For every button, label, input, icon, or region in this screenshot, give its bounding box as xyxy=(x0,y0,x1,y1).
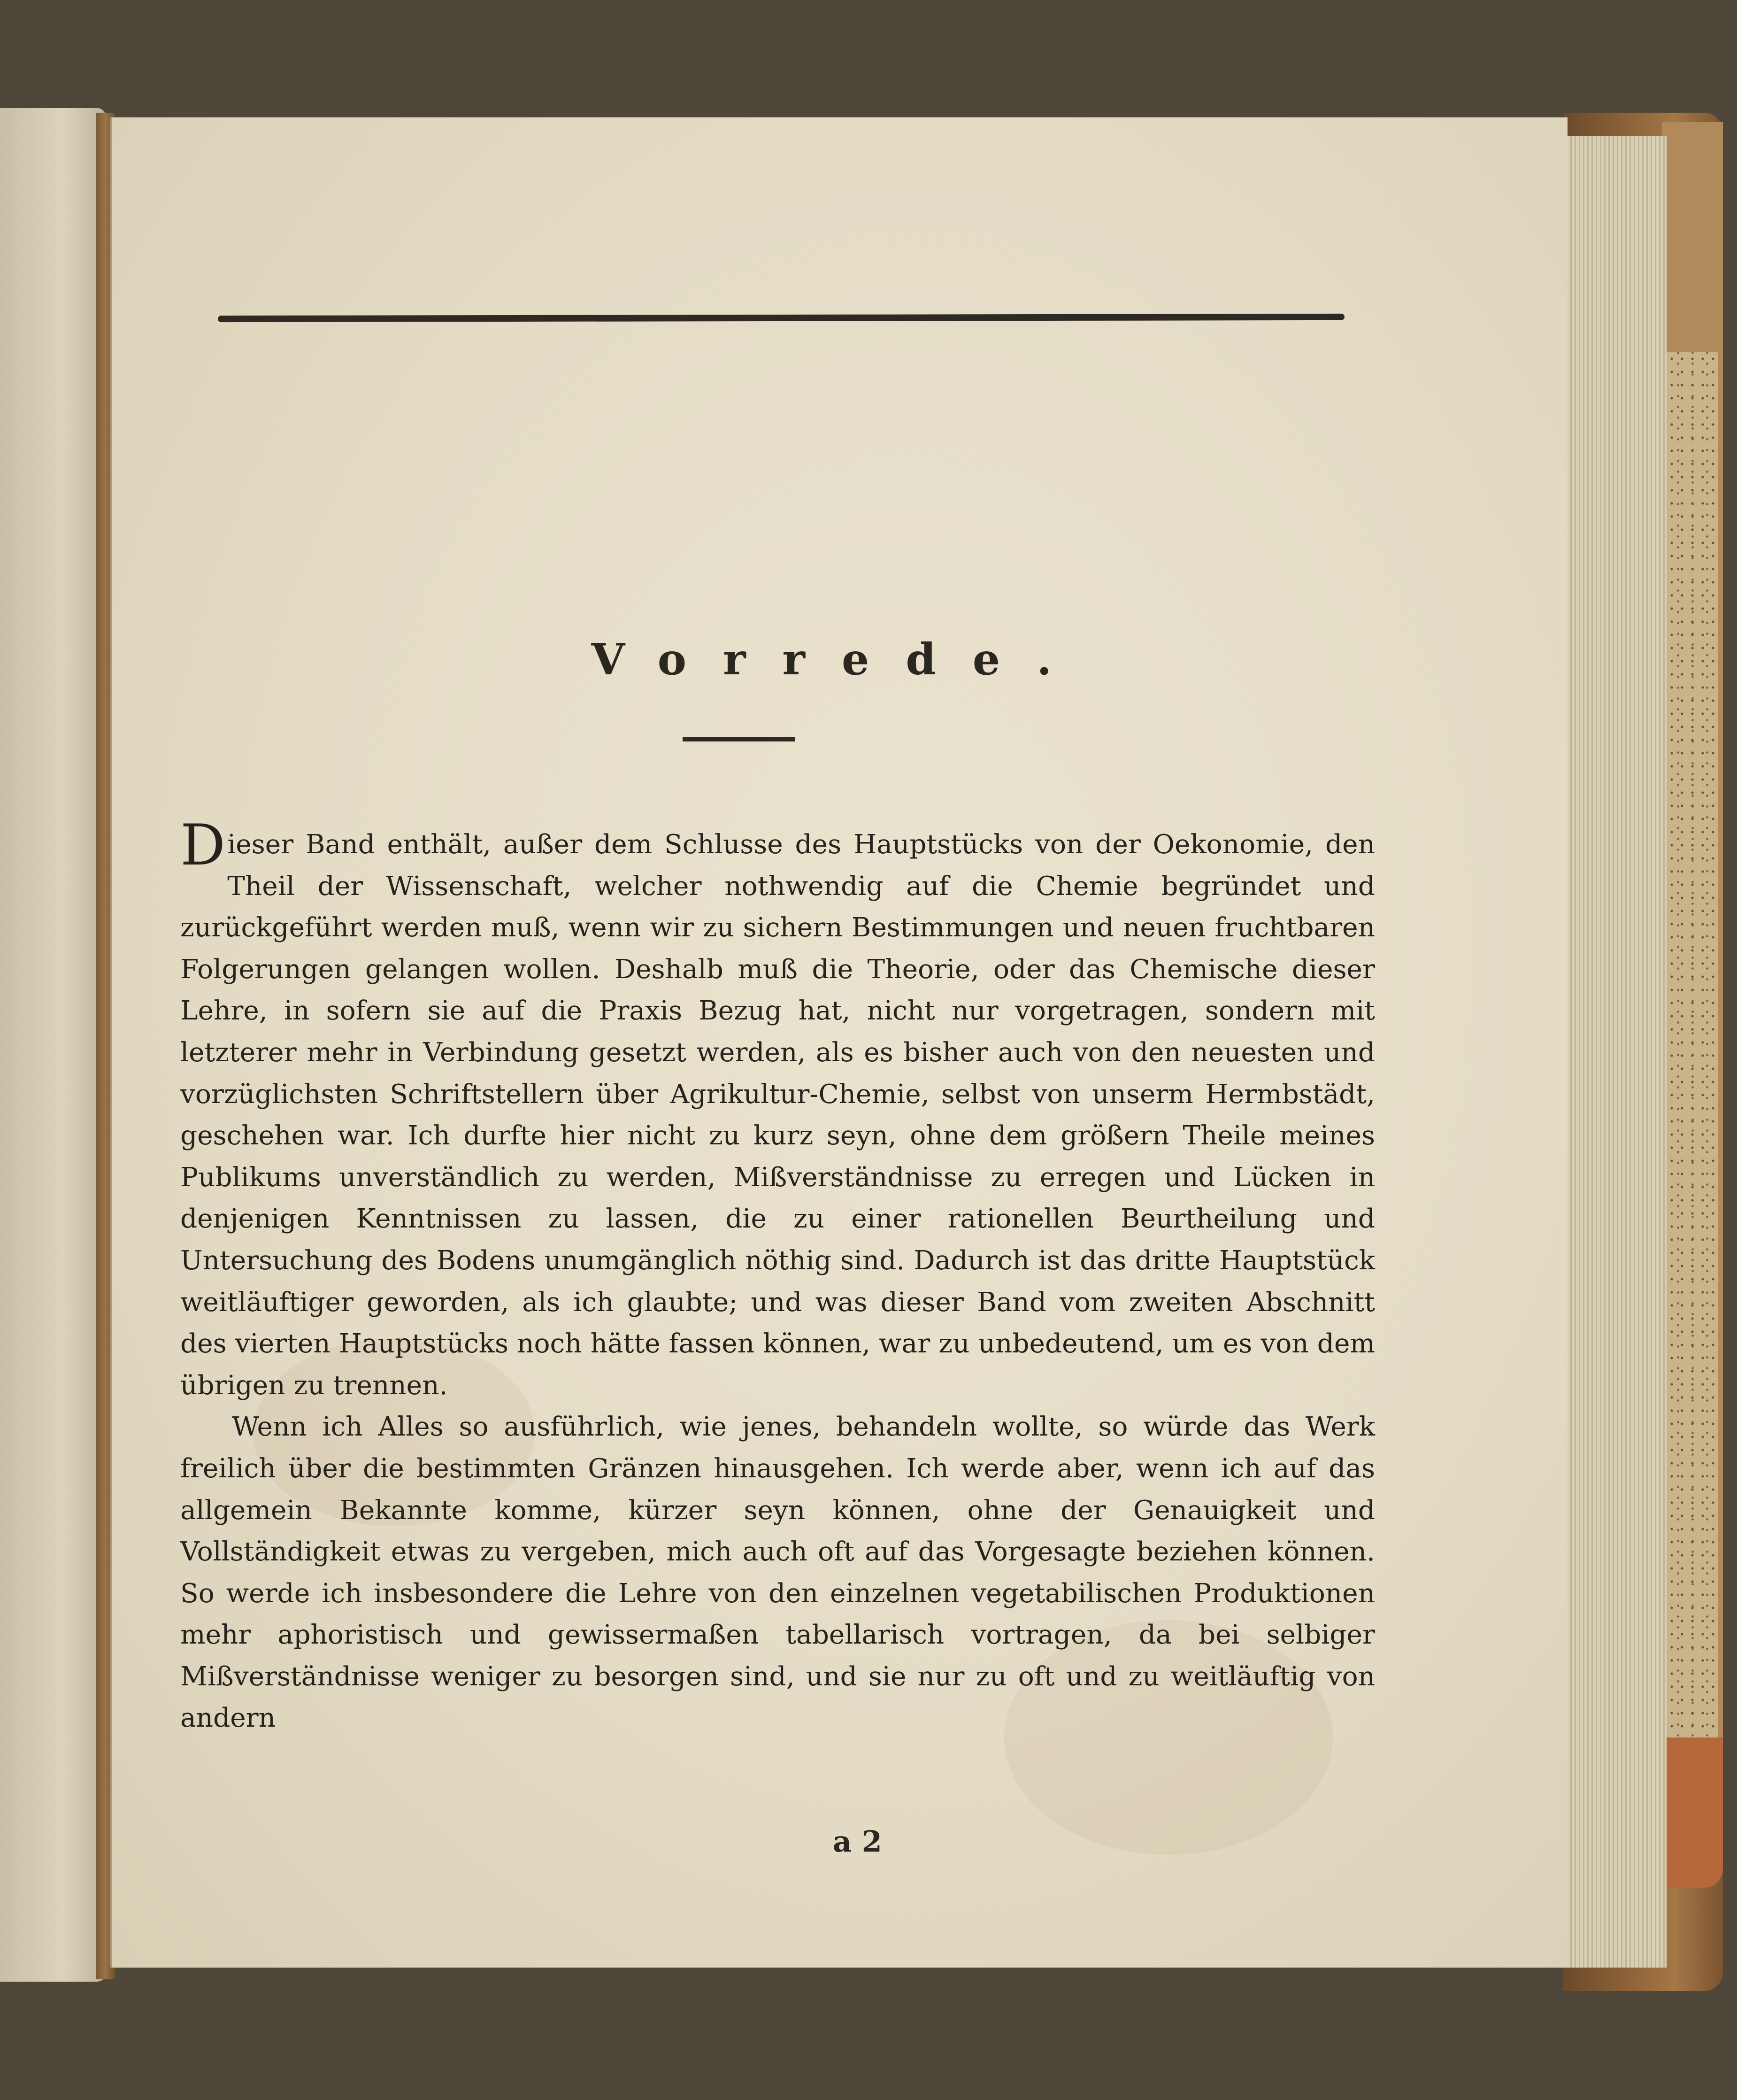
heading-rule xyxy=(683,737,795,741)
page-heading: Vorrede. xyxy=(591,634,1089,685)
top-rule xyxy=(218,314,1345,322)
speckled-page-edge xyxy=(1667,352,1718,1737)
paragraph-2: Wenn ich Alles so ausführlich, wie jenes, behandeln wollte, so würde das Werk freilich über die bestimmten Gränzen hinausgehen. Ich werde aber, wenn ich auf das allgemein Bekannte komme, kürzer seyn können, ohne der Genauigkeit und Vollständigkeit etwas zu vergeben, mich auch oft auf das Vorgesagte beziehen können. So werde ich insbesondere die Lehre von den einzelnen vegetabilischen Produktionen mehr aphoristisch und gewissermaßen tabellarisch vortragen, da bei selbiger Mißverständnisse weniger zu besorgen sind, und sie nur zu oft und zu weitläuftig von andern xyxy=(180,1412,1375,1734)
book-page xyxy=(110,117,1568,1968)
paragraph-1: Dieser Band enthält, außer dem Schlusse des Hauptstücks von der Oekonomie, den Theil der Wissenschaft, welcher nothwendig auf die Chemie begründet und zurückgeführt werden muß, wenn wir zu sichern Bestimmungen und neuen fruchtbaren Folgerungen gelangen wollen. Deshalb muß die Theorie, oder das Chemische dieser Lehre, in sofern sie auf die Praxis Bezug hat, nicht nur vorgetragen, sondern mit letzterer mehr in Verbindung gesetzt werden, als es bisher auch von den neuesten und vorzüglichsten Schriftstellern über Agrikultur-Chemie, selbst von unserm Hermbstädt, geschehen war. Ich durfte hier nicht zu kurz seyn, ohne dem größern Theile meines Publikums unverständlich zu werden, Mißverständnisse zu erregen und Lücken in denjenigen Kenntnissen zu lassen, die zu einer rationellen Beurtheilung und Untersuchung des Bodens unumgänglich nöthig sind. Dadurch ist das dritte Hauptstück weitläuftiger geworden, als ich glaubte; und was dieser Band vom zweiten Abschnitt des vierten Hauptstücks noch hätte fassen können, war zu unbedeutend, um es von dem übrigen zu trennen. xyxy=(180,813,1375,1401)
left-facing-page xyxy=(0,108,106,1982)
body-text xyxy=(180,813,1375,1739)
signature-mark: a 2 xyxy=(833,1824,882,1859)
page-stack xyxy=(1563,136,1667,1968)
